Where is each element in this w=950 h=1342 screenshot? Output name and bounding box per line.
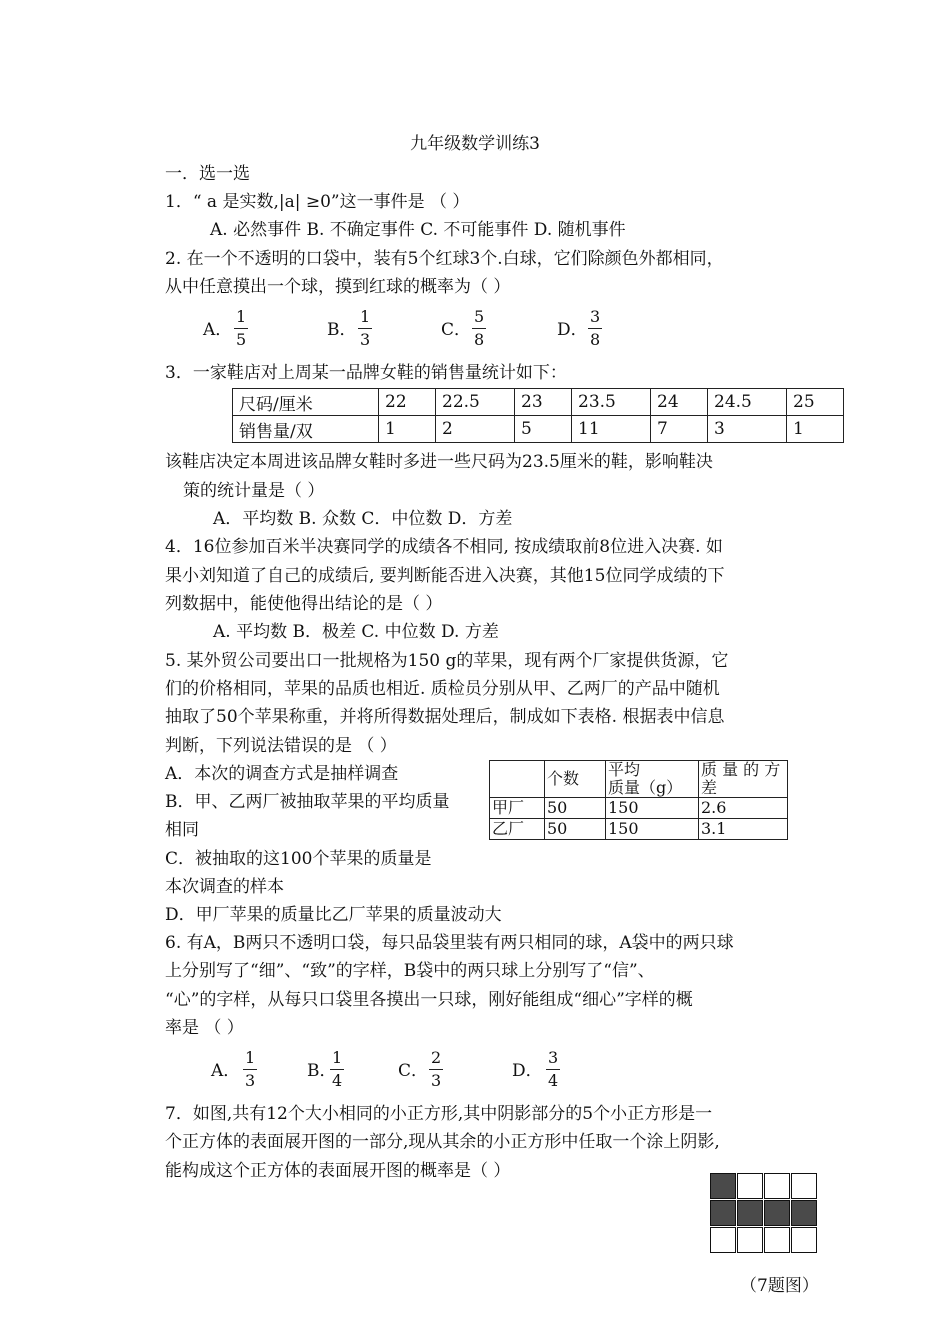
table-cell: 11 xyxy=(572,416,651,443)
q2-option-a-fraction xyxy=(234,308,248,349)
grid-square-shaded xyxy=(737,1200,763,1226)
q5-option-c-line1: C．被抽取的这100个苹果的质量是 xyxy=(165,849,432,869)
table-cell: 5 xyxy=(515,416,572,443)
q4-line1: 4．16位参加百米半决赛同学的成绩各不相同, 按成绩取前8位进入决赛. 如 xyxy=(165,537,723,557)
fraction-numerator: 1 xyxy=(360,307,371,326)
fraction-denominator: 3 xyxy=(360,330,371,349)
table-cell: 24 xyxy=(651,389,708,416)
q6-option-b-label: B． xyxy=(307,1061,337,1081)
table-cell: 甲厂 xyxy=(490,798,545,819)
fraction-numerator: 1 xyxy=(236,307,247,326)
table-row xyxy=(490,798,788,819)
fraction-denominator: 4 xyxy=(332,1071,343,1090)
q5-line2: 们的价格相同，苹果的品质也相近. 质检员分别从甲、乙两厂的产品中随机 xyxy=(165,679,720,699)
table-cell: 平均 质量（g） xyxy=(606,761,699,798)
fraction-numerator: 2 xyxy=(431,1048,442,1067)
section-heading: 一．选一选 xyxy=(165,164,250,184)
table-cell: 销售量/双 xyxy=(233,416,379,443)
q5-line3: 抽取了50个苹果称重，并将所得数据处理后，制成如下表格. 根据表中信息 xyxy=(165,707,725,727)
q2-option-c-fraction xyxy=(472,308,486,349)
q7-line1: 7．如图,共有12个大小相同的小正方形,其中阴影部分的5个小正方形是一 xyxy=(165,1104,713,1124)
grid-square xyxy=(791,1227,817,1253)
q6-option-a-fraction xyxy=(243,1049,257,1090)
q5-option-a: A．本次的调查方式是抽样调查 xyxy=(165,764,399,784)
table-row xyxy=(490,819,788,840)
apple-quality-table xyxy=(489,760,788,840)
q6-option-b-fraction xyxy=(330,1049,344,1090)
q6-line4: 率是 （ ） xyxy=(165,1018,244,1038)
q6-line3: “心”的字样，从每只口袋里各摸出一只球，刚好能组成“细心”字样的概 xyxy=(165,990,693,1010)
table-cell: 个数 xyxy=(545,761,606,798)
q7-line3: 能构成这个正方体的表面展开图的概率是（ ） xyxy=(165,1161,511,1181)
q5-line4: 判断，下列说法错误的是 （ ） xyxy=(165,736,397,756)
q6-option-d-fraction xyxy=(546,1049,560,1090)
table-cell: 24.5 xyxy=(708,389,787,416)
table-cell: 50 xyxy=(545,819,606,840)
q4-line3: 列数据中，能使他得出结论的是（ ） xyxy=(165,594,443,614)
q2-option-a-label: A． xyxy=(203,320,233,340)
table-cell: 22.5 xyxy=(436,389,515,416)
grid-square xyxy=(764,1173,790,1199)
fraction-numerator: 3 xyxy=(548,1048,559,1067)
q3-line2: 策的统计量是（ ） xyxy=(183,481,325,501)
q1-options: A. 必然事件 B. 不确定事件 C. 不可能事件 D. 随机事件 xyxy=(210,220,626,240)
q2-option-b-fraction xyxy=(358,308,372,349)
grid-square-shaded xyxy=(791,1200,817,1226)
table-cell: 2 xyxy=(436,416,515,443)
q6-option-c-label: C． xyxy=(398,1061,429,1081)
fraction-numerator: 1 xyxy=(245,1048,256,1067)
fraction-numerator: 5 xyxy=(474,307,485,326)
table-cell: 乙厂 xyxy=(490,819,545,840)
grid-square-shaded xyxy=(710,1200,736,1226)
fraction-denominator: 8 xyxy=(590,330,601,349)
q2-option-c-label: C． xyxy=(441,320,472,340)
q6-option-c-fraction xyxy=(429,1049,443,1090)
table-cell xyxy=(490,761,545,798)
table-cell: 50 xyxy=(545,798,606,819)
q2-option-b-label: B． xyxy=(327,320,357,340)
table-cell: 尺码/厘米 xyxy=(233,389,379,416)
table-cell: 150 xyxy=(606,798,699,819)
q5-option-d: D．甲厂苹果的质量比乙厂苹果的质量波动大 xyxy=(165,905,502,925)
grid-square xyxy=(710,1227,736,1253)
fraction-denominator: 4 xyxy=(548,1071,559,1090)
q5-option-b-line2: 相同 xyxy=(165,820,199,840)
q6-option-d-label: D． xyxy=(512,1061,543,1081)
table-cell: 2.6 xyxy=(699,798,788,819)
q7-line2: 个正方体的表面展开图的一部分,现从其余的小正方形中任取一个涂上阴影, xyxy=(165,1132,720,1152)
q4-options: A. 平均数 B．极差 C. 中位数 D. 方差 xyxy=(213,622,499,642)
table-cell: 7 xyxy=(651,416,708,443)
fraction-denominator: 3 xyxy=(245,1071,256,1090)
q1-text: 1．“ a 是实数,|a| ≥0”这一事件是 （ ） xyxy=(165,192,470,212)
shoe-sales-table xyxy=(232,388,844,443)
figure-caption: （7题图） xyxy=(740,1276,819,1296)
q4-line2: 果小刘知道了自己的成绩后, 要判断能否进入决赛，其他15位同学成绩的下 xyxy=(165,566,725,586)
grid-square xyxy=(737,1227,763,1253)
grid-square-shaded xyxy=(710,1173,736,1199)
table-cell: 23 xyxy=(515,389,572,416)
q3-options: A．平均数 B. 众数 C．中位数 D．方差 xyxy=(213,509,513,529)
grid-square xyxy=(737,1173,763,1199)
table-row xyxy=(490,761,788,798)
q2-line2: 从中任意摸出一个球，摸到红球的概率为（ ） xyxy=(165,277,511,297)
q3-line1: 该鞋店决定本周进该品牌女鞋时多进一些尺码为23.5厘米的鞋，影响鞋决 xyxy=(165,452,713,472)
table-cell: 1 xyxy=(379,416,436,443)
q6-option-a-label: A． xyxy=(211,1061,241,1081)
table-cell: 22 xyxy=(379,389,436,416)
fraction-denominator: 3 xyxy=(431,1071,442,1090)
table-cell: 1 xyxy=(787,416,844,443)
table-row xyxy=(233,389,844,416)
q2-option-d-fraction xyxy=(588,308,602,349)
q6-line2: 上分别写了“细”、“致”的字样，B袋中的两只球上分别写了“信”、 xyxy=(165,961,655,981)
table-cell: 质 量 的 方 差 xyxy=(699,761,788,798)
q3-intro: 3．一家鞋店对上周某一品牌女鞋的销售量统计如下： xyxy=(165,363,567,383)
q2-line1: 2. 在一个不透明的口袋中，装有5个红球3个.白球，它们除颜色外都相同， xyxy=(165,249,724,269)
fraction-denominator: 8 xyxy=(474,330,485,349)
grid-square-shaded xyxy=(764,1200,790,1226)
fraction-denominator: 5 xyxy=(236,330,247,349)
table-cell: 3.1 xyxy=(699,819,788,840)
q5-line1: 5. 某外贸公司要出口一批规格为150 g的苹果，现有两个厂家提供货源，它 xyxy=(165,651,729,671)
page-title: 九年级数学训练3 xyxy=(410,134,540,154)
q5-option-b-line1: B．甲、乙两厂被抽取苹果的平均质量 xyxy=(165,792,450,812)
table-cell: 25 xyxy=(787,389,844,416)
q5-option-c-line2: 本次调查的样本 xyxy=(165,877,284,897)
grid-square xyxy=(791,1173,817,1199)
fraction-numerator: 3 xyxy=(590,307,601,326)
q6-line1: 6. 有A，B两只不透明口袋，每只品袋里装有两只相同的球，A袋中的两只球 xyxy=(165,933,734,953)
table-row xyxy=(233,416,844,443)
table-cell: 23.5 xyxy=(572,389,651,416)
table-cell: 3 xyxy=(708,416,787,443)
q2-option-d-label: D． xyxy=(557,320,588,340)
fraction-numerator: 1 xyxy=(332,1048,343,1067)
grid-square xyxy=(764,1227,790,1253)
table-cell: 150 xyxy=(606,819,699,840)
